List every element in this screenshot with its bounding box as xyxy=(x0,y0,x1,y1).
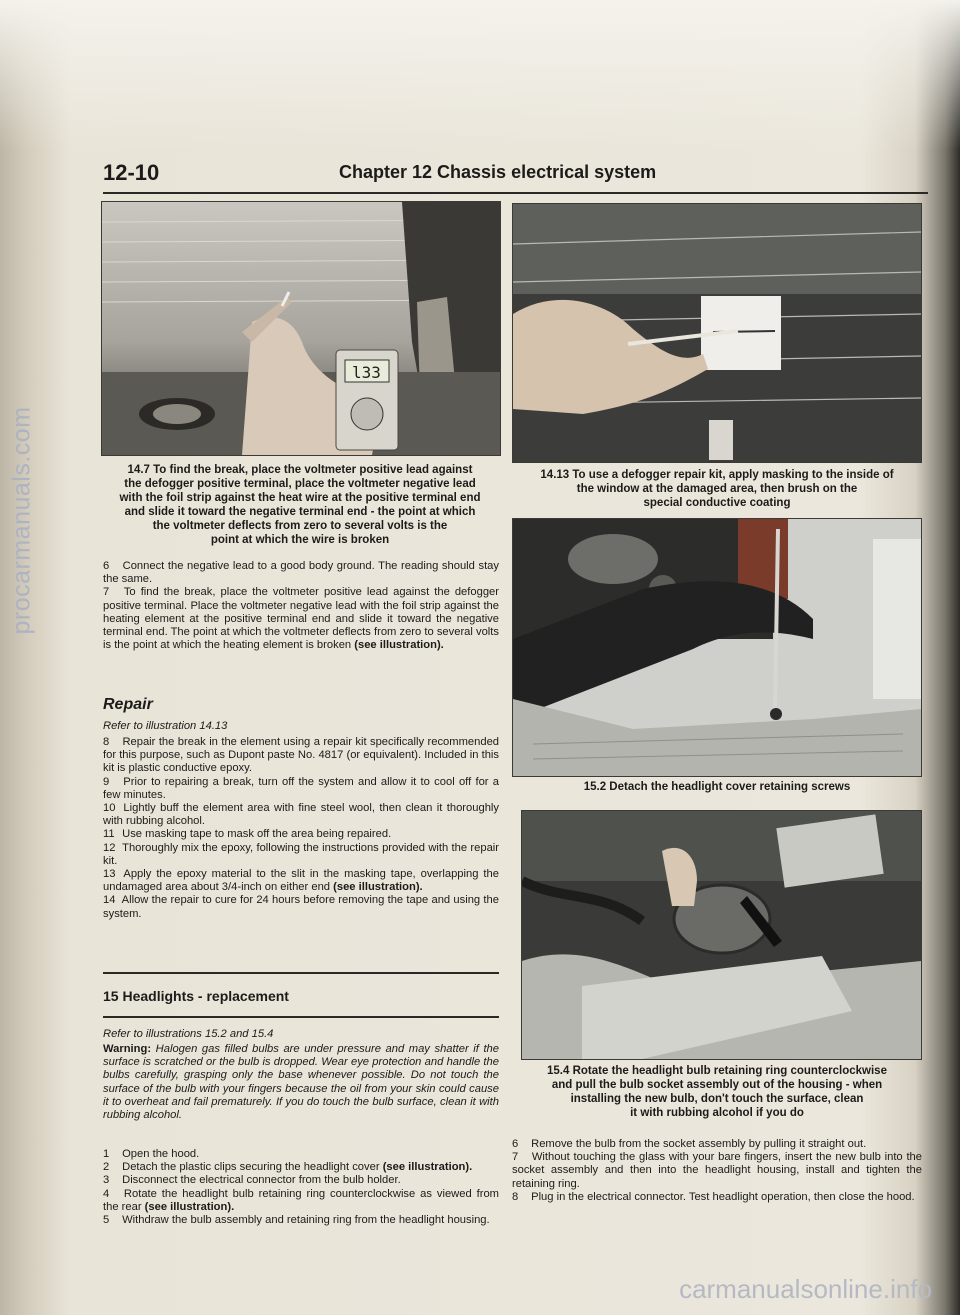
photo-15-2-headlight-cover xyxy=(512,518,922,777)
repair-reference: Refer to illustration 14.13 xyxy=(103,720,228,732)
step-14: 14 Allow the repair to cure for 24 hours before removing the tape and using the system. xyxy=(103,894,499,920)
section-rule-bottom xyxy=(103,1016,499,1018)
repair-heading: Repair xyxy=(103,696,153,713)
caption-15-4: 15.4 Rotate the headlight bulb retaining ring counterclockwise and pull the bulb socket assembly out of the housing - when installing the new bulb, don't touch the surface, clean it with rubbing alcohol if you do xyxy=(547,1065,887,1119)
side-watermark: procarmanuals.com xyxy=(7,406,36,635)
step-2: 2 Detach the plastic clips securing the headlight cover (see illustration). xyxy=(103,1161,473,1174)
chapter-title: Chapter 12 Chassis electrical system xyxy=(339,162,657,182)
step-12: 12 Thoroughly mix the epoxy, following the instructions provided with the repair kit. xyxy=(103,841,500,867)
photo-15-4-bulb-retaining-ring xyxy=(521,810,922,1060)
bottom-watermark: carmanualsonline.info xyxy=(679,1274,932,1304)
step-3: 3 Disconnect the electrical connector from the bulb holder. xyxy=(103,1174,401,1187)
voltmeter-reading: l33 xyxy=(352,363,381,382)
caption-14-7: 14.7 To find the break, place the voltmeter positive lead against the defogger positive terminal, place the voltmeter negative lead with the foil strip against the heat wire at the positive terminal end and slide it toward the negative terminal end - the point at which the voltmeter deflects from zero to several volts is the point at which the wire is broken xyxy=(119,464,481,546)
header-rule xyxy=(103,192,928,194)
right-column-steps-6-8 xyxy=(512,1138,922,1204)
warning-text: Halogen gas filled bulbs are under pressure and may shatter if the surface is scratched or the bulb is dropped. Wear eye protection and handle the bulbs carefully, grasping only the base whenever possible. Do not touch the surface of the bulb with your fingers because the oil from your skin could cause it to overheat and fail prematurely. If you do touch the bulb surface, clean it with rubbing alcohol. xyxy=(103,1043,499,1122)
step-8: 8 Repair the break in the element using a repair kit specifically recommended for this purpose, such as Dupont paste No. 4817 (or equivalent). Included in this kit is plastic conductive epoxy. xyxy=(103,736,500,775)
caption-14-13: 14.13 To use a defogger repair kit, apply masking to the inside of the window at the damaged area, then brush on the special conductive coating xyxy=(540,469,894,509)
step-1: 1 Open the hood. xyxy=(103,1148,200,1160)
step-4: 4 Rotate the headlight bulb retaining ring counterclockwise as viewed from the rear (see illustration). xyxy=(103,1187,499,1213)
step-8-right: 8 Plug in the electrical connector. Test headlight operation, then close the hood. xyxy=(512,1190,915,1203)
step-5: 5 Withdraw the bulb assembly and retaining ring from the headlight housing. xyxy=(103,1214,490,1227)
page-top-shading xyxy=(0,0,960,150)
left-column-steps-8-14 xyxy=(103,736,499,921)
left-column-steps-1-5 xyxy=(103,1148,499,1227)
step-7: 7 To find the break, place the voltmeter positive lead against the defogger positive terminal. Place the voltmeter negative lead with the foil strip against the heating element at the positive terminal end and slide it toward the negative terminal end. The point at which the voltmeter deflects from zero to several volts is the point at which the heating element is broken (see illustration). xyxy=(103,586,499,652)
caption-15-2: 15.2 Detach the headlight cover retaining screws xyxy=(583,781,851,793)
step-7-right: 7 Without touching the glass with your bare fingers, insert the new bulb into the socket assembly and then into the headlight housing, install and tighten the retaining ring. xyxy=(512,1151,923,1190)
warning-paragraph xyxy=(103,1043,499,1122)
left-column-steps-6-7 xyxy=(103,560,499,652)
step-10: 10 Lightly buff the element area with fine steel wool, then clean it thoroughly with rubbing alcohol. xyxy=(103,802,499,828)
section-rule-top xyxy=(103,972,499,974)
step-9: 9 Prior to repairing a break, turn off the system and allow it to cool off for a few minutes. xyxy=(103,775,500,801)
page-number: 12-10 xyxy=(103,160,160,185)
step-13: 13 Apply the epoxy material to the slit in the masking tape, overlapping the undamaged area about 3/4-inch on either end (see illustration). xyxy=(103,868,499,894)
warning-label: Warning: xyxy=(103,1043,152,1055)
step-11: 11 Use masking tape to mask off the area being repaired. xyxy=(103,828,392,841)
section-15-reference: Refer to illustrations 15.2 and 15.4 xyxy=(103,1028,274,1040)
photo-14-13-defogger-repair xyxy=(512,203,922,463)
section-15-heading: 15 Headlights - replacement xyxy=(103,988,289,1004)
photo-14-7-voltmeter xyxy=(101,201,501,456)
step-6: 6 Connect the negative lead to a good body ground. The reading should stay the same. xyxy=(103,560,500,586)
step-6-right: 6 Remove the bulb from the socket assembly by pulling it straight out. xyxy=(512,1138,867,1150)
